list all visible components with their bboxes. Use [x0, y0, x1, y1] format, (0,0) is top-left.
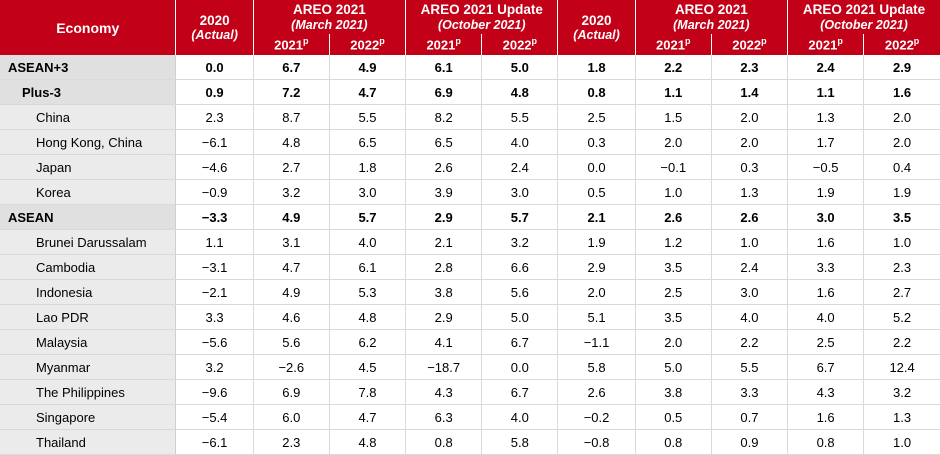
projection-marker: p	[837, 35, 843, 46]
row-label-economy: Singapore	[0, 405, 176, 430]
table-cell-value: 6.2	[329, 330, 405, 355]
table-cell-value: 1.1	[176, 230, 253, 255]
projection-marker: p	[531, 35, 538, 46]
table-cell-value: 1.0	[711, 230, 787, 255]
table-cell-value: 4.5	[329, 355, 405, 380]
table-cell-value: 1.9	[864, 180, 940, 205]
table-cell-value: −9.6	[176, 380, 253, 405]
table-cell-value: 2.9	[558, 255, 635, 280]
table-cell-value: 2.0	[711, 105, 787, 130]
table-cell-value: 1.6	[788, 230, 864, 255]
table-cell-value: 4.9	[329, 55, 405, 80]
group-subtitle: (October 2021)	[820, 17, 908, 32]
year-label: 2021	[656, 37, 685, 53]
table-cell-value: 5.0	[482, 305, 558, 330]
table-cell-value: 6.0	[253, 405, 329, 430]
projection-marker: p	[303, 35, 309, 46]
table-row	[0, 330, 940, 355]
group-title: AREO 2021 Update	[420, 2, 543, 17]
row-label-economy: Thailand	[0, 430, 176, 455]
table-cell-value: 3.2	[482, 230, 558, 255]
table-cell-value: 2.3	[711, 55, 787, 80]
table-cell-value: 0.5	[558, 180, 635, 205]
table-cell-value: 4.8	[329, 430, 405, 455]
table-cell-value: 2.0	[558, 280, 635, 305]
table-cell-value: 1.3	[788, 105, 864, 130]
table-cell-value: 4.1	[406, 330, 482, 355]
row-label-economy: China	[0, 105, 176, 130]
table-cell-value: 6.9	[253, 380, 329, 405]
table-cell-value: 4.0	[482, 130, 558, 155]
table-cell-value: 2.0	[711, 130, 787, 155]
table-cell-value: 5.3	[329, 280, 405, 305]
group-title: AREO 2021	[674, 2, 748, 17]
header-row-groups	[0, 0, 940, 34]
table-cell-value: 2.1	[558, 205, 635, 230]
table-cell-value: 1.3	[711, 180, 787, 205]
table-cell-value: 1.6	[788, 405, 864, 430]
table-cell-value: 0.0	[558, 155, 635, 180]
table-cell-value: 5.8	[482, 430, 558, 455]
table-cell-value: −4.6	[176, 155, 253, 180]
table-cell-value: −0.1	[635, 155, 711, 180]
table-cell-value: −2.6	[253, 355, 329, 380]
table-cell-value: 1.5	[635, 105, 711, 130]
table-cell-value: 8.7	[253, 105, 329, 130]
table-cell-value: 4.0	[482, 405, 558, 430]
table-cell-value: 1.9	[788, 180, 864, 205]
table-cell-value: 2.2	[711, 330, 787, 355]
table-cell-value: −1.1	[558, 330, 635, 355]
table-cell-value: 0.4	[864, 155, 940, 180]
table-cell-value: 2.6	[711, 205, 787, 230]
table-cell-value: 1.0	[635, 180, 711, 205]
table-cell-value: 3.1	[253, 230, 329, 255]
table-cell-value: 5.5	[711, 355, 787, 380]
table-row	[0, 280, 940, 305]
table-cell-value: 0.3	[711, 155, 787, 180]
table-row	[0, 205, 940, 230]
table-row	[0, 80, 940, 105]
table-cell-value: 3.5	[635, 255, 711, 280]
projection-marker: p	[379, 35, 385, 46]
table-cell-value: 6.1	[329, 255, 405, 280]
table-row	[0, 380, 940, 405]
table-cell-value: 5.5	[329, 105, 405, 130]
table-cell-value: 6.7	[253, 55, 329, 80]
table-cell-value: 1.1	[635, 80, 711, 105]
table-cell-value: 0.0	[482, 355, 558, 380]
year-label: 2022	[350, 37, 380, 53]
table-cell-value: 1.8	[329, 155, 405, 180]
table-cell-value: 0.7	[711, 405, 787, 430]
table-cell-value: 5.7	[482, 205, 558, 230]
table-cell-value: 2.9	[406, 205, 482, 230]
group-title: AREO 2021 Update	[802, 2, 926, 17]
group-subtitle: (March 2021)	[291, 17, 368, 32]
table-cell-value: 0.8	[635, 430, 711, 455]
table-cell-value: 0.8	[406, 430, 482, 455]
table-row	[0, 180, 940, 205]
table-cell-value: 2.5	[635, 280, 711, 305]
table-cell-value: 4.3	[406, 380, 482, 405]
year-label: 2022	[884, 37, 914, 53]
column-header-year	[864, 34, 940, 55]
row-label-economy: Myanmar	[0, 355, 176, 380]
table-row	[0, 155, 940, 180]
table-cell-value: 2.4	[482, 155, 558, 180]
table-cell-value: 5.6	[253, 330, 329, 355]
table-cell-value: 1.9	[558, 230, 635, 255]
table-cell-value: 6.3	[406, 405, 482, 430]
table-cell-value: 2.5	[788, 330, 864, 355]
table-cell-value: 4.0	[329, 230, 405, 255]
table-cell-value: 2.6	[558, 380, 635, 405]
table-cell-value: 6.9	[406, 80, 482, 105]
table-cell-value: 0.8	[558, 80, 635, 105]
table-cell-value: 3.2	[176, 355, 253, 380]
column-header-year	[406, 34, 482, 55]
table-cell-value: 4.7	[329, 405, 405, 430]
table-cell-value: 1.8	[558, 55, 635, 80]
row-label-economy: Plus-3	[0, 80, 176, 105]
table-cell-value: 3.0	[329, 180, 405, 205]
table-cell-value: 2.9	[406, 305, 482, 330]
table-cell-value: 1.0	[864, 430, 940, 455]
table-cell-value: 4.0	[711, 305, 787, 330]
column-header-year	[482, 34, 558, 55]
row-label-economy: Malaysia	[0, 330, 176, 355]
row-label-economy: ASEAN+3	[0, 55, 176, 80]
table-cell-value: 2.3	[176, 105, 253, 130]
group-header-2020-actual-gdp	[176, 0, 253, 55]
row-label-economy: Hong Kong, China	[0, 130, 176, 155]
table-cell-value: 4.8	[253, 130, 329, 155]
table-cell-value: 5.8	[558, 355, 635, 380]
table-cell-value: 2.4	[711, 255, 787, 280]
table-cell-value: 7.2	[253, 80, 329, 105]
table-cell-value: 6.5	[329, 130, 405, 155]
table-cell-value: 2.0	[864, 105, 940, 130]
projection-marker: p	[913, 35, 920, 46]
table-cell-value: 1.7	[788, 130, 864, 155]
row-label-economy: Indonesia	[0, 280, 176, 305]
table-cell-value: 4.6	[253, 305, 329, 330]
group-title: 2020	[199, 12, 230, 28]
column-header-year	[253, 34, 329, 55]
group-subtitle: (Actual)	[191, 28, 238, 43]
table-cell-value: 2.6	[406, 155, 482, 180]
table-cell-value: 12.4	[864, 355, 940, 380]
table-cell-value: 0.0	[176, 55, 253, 80]
table-header	[0, 0, 940, 55]
group-header-areo-2021-march-gdp	[253, 0, 405, 34]
table-cell-value: −6.1	[176, 430, 253, 455]
table-cell-value: 2.7	[253, 155, 329, 180]
table-cell-value: 4.7	[253, 255, 329, 280]
year-label: 2021	[808, 37, 838, 53]
table-cell-value: 5.6	[482, 280, 558, 305]
group-subtitle: (March 2021)	[673, 17, 750, 32]
table-cell-value: −18.7	[406, 355, 482, 380]
row-label-economy: Cambodia	[0, 255, 176, 280]
table-cell-value: 5.5	[482, 105, 558, 130]
table-cell-value: 0.8	[788, 430, 864, 455]
group-header-areo-2021-update-october-gdp	[406, 0, 558, 34]
column-header-year	[635, 34, 711, 55]
table-cell-value: 5.2	[864, 305, 940, 330]
table-cell-value: 3.9	[406, 180, 482, 205]
table-cell-value: 2.9	[864, 55, 940, 80]
table-cell-value: 1.1	[788, 80, 864, 105]
table-cell-value: 6.6	[482, 255, 558, 280]
table-row	[0, 55, 940, 80]
row-label-economy: The Philippines	[0, 380, 176, 405]
table-cell-value: 3.3	[788, 255, 864, 280]
year-label: 2022	[732, 37, 762, 53]
row-label-economy: Japan	[0, 155, 176, 180]
table-row	[0, 405, 940, 430]
projection-marker: p	[455, 35, 461, 46]
table-cell-value: −6.1	[176, 130, 253, 155]
table-cell-value: 3.3	[711, 380, 787, 405]
table-cell-value: 0.3	[558, 130, 635, 155]
table-cell-value: 6.7	[482, 330, 558, 355]
table-cell-value: 8.2	[406, 105, 482, 130]
table-cell-value: 3.0	[711, 280, 787, 305]
table-cell-value: 0.9	[711, 430, 787, 455]
row-label-economy: ASEAN	[0, 205, 176, 230]
table-cell-value: 2.8	[406, 255, 482, 280]
table-cell-value: 1.2	[635, 230, 711, 255]
table-body	[0, 55, 940, 455]
table-cell-value: 1.6	[788, 280, 864, 305]
group-header-areo-2021-update-october-inflation	[788, 0, 940, 34]
table-cell-value: 3.0	[788, 205, 864, 230]
group-title: 2020	[581, 12, 612, 28]
table-row	[0, 305, 940, 330]
table-cell-value: 2.1	[406, 230, 482, 255]
group-subtitle: (October 2021)	[437, 17, 526, 32]
table-cell-value: −2.1	[176, 280, 253, 305]
table-cell-value: 6.7	[482, 380, 558, 405]
table-cell-value: −0.5	[788, 155, 864, 180]
table-cell-value: 2.7	[864, 280, 940, 305]
table-cell-value: −5.6	[176, 330, 253, 355]
table-row	[0, 230, 940, 255]
table-cell-value: 4.8	[329, 305, 405, 330]
table-cell-value: 2.0	[864, 130, 940, 155]
table-cell-value: 4.0	[788, 305, 864, 330]
projection-marker: p	[761, 35, 767, 46]
table-cell-value: 0.9	[176, 80, 253, 105]
table-cell-value: 3.0	[482, 180, 558, 205]
column-header-year	[711, 34, 787, 55]
column-header-economy: Economy	[0, 0, 176, 55]
table-cell-value: 3.3	[176, 305, 253, 330]
table-row	[0, 430, 940, 455]
table-cell-value: 2.4	[788, 55, 864, 80]
table-row	[0, 355, 940, 380]
table-cell-value: 1.4	[711, 80, 787, 105]
table-cell-value: 5.0	[482, 55, 558, 80]
table-cell-value: −5.4	[176, 405, 253, 430]
column-header-year	[329, 34, 405, 55]
table-cell-value: 7.8	[329, 380, 405, 405]
table-cell-value: 2.3	[864, 255, 940, 280]
group-subtitle: (Actual)	[573, 28, 620, 43]
table-cell-value: 4.8	[482, 80, 558, 105]
column-header-year	[788, 34, 864, 55]
table-row	[0, 130, 940, 155]
table-cell-value: 0.5	[635, 405, 711, 430]
table-cell-value: 2.2	[864, 330, 940, 355]
table-row	[0, 105, 940, 130]
table-cell-value: 2.2	[635, 55, 711, 80]
table-cell-value: 4.9	[253, 280, 329, 305]
table-cell-value: 6.1	[406, 55, 482, 80]
table-cell-value: 2.5	[558, 105, 635, 130]
table-cell-value: 4.3	[788, 380, 864, 405]
table-cell-value: 1.3	[864, 405, 940, 430]
table-cell-value: 3.8	[406, 280, 482, 305]
table-row	[0, 255, 940, 280]
table-cell-value: 5.1	[558, 305, 635, 330]
row-label-economy: Brunei Darussalam	[0, 230, 176, 255]
group-header-areo-2021-march-inflation	[635, 0, 787, 34]
table-cell-value: 3.5	[864, 205, 940, 230]
table-cell-value: 2.0	[635, 130, 711, 155]
table-cell-value: −3.1	[176, 255, 253, 280]
group-title: AREO 2021	[292, 2, 366, 17]
table-cell-value: −0.2	[558, 405, 635, 430]
table-cell-value: 1.0	[864, 230, 940, 255]
table-cell-value: −3.3	[176, 205, 253, 230]
table-cell-value: −0.8	[558, 430, 635, 455]
table-cell-value: 5.7	[329, 205, 405, 230]
table-cell-value: 2.0	[635, 330, 711, 355]
row-label-economy: Korea	[0, 180, 176, 205]
table-cell-value: 2.3	[253, 430, 329, 455]
year-label: 2021	[426, 37, 456, 53]
table-cell-value: 3.8	[635, 380, 711, 405]
table-cell-value: 4.9	[253, 205, 329, 230]
table-cell-value: 3.2	[864, 380, 940, 405]
table-cell-value: −0.9	[176, 180, 253, 205]
row-label-economy: Lao PDR	[0, 305, 176, 330]
year-label: 2021	[274, 37, 304, 53]
table-cell-value: 3.2	[253, 180, 329, 205]
table-cell-value: 6.7	[788, 355, 864, 380]
table-cell-value: 4.7	[329, 80, 405, 105]
table-cell-value: 1.6	[864, 80, 940, 105]
table-cell-value: 6.5	[406, 130, 482, 155]
projection-marker: p	[684, 35, 691, 46]
table-cell-value: 3.5	[635, 305, 711, 330]
group-header-2020-actual-inflation	[558, 0, 635, 55]
table-cell-value: 2.6	[635, 205, 711, 230]
year-label: 2022	[502, 37, 532, 53]
table-cell-value: 5.0	[635, 355, 711, 380]
